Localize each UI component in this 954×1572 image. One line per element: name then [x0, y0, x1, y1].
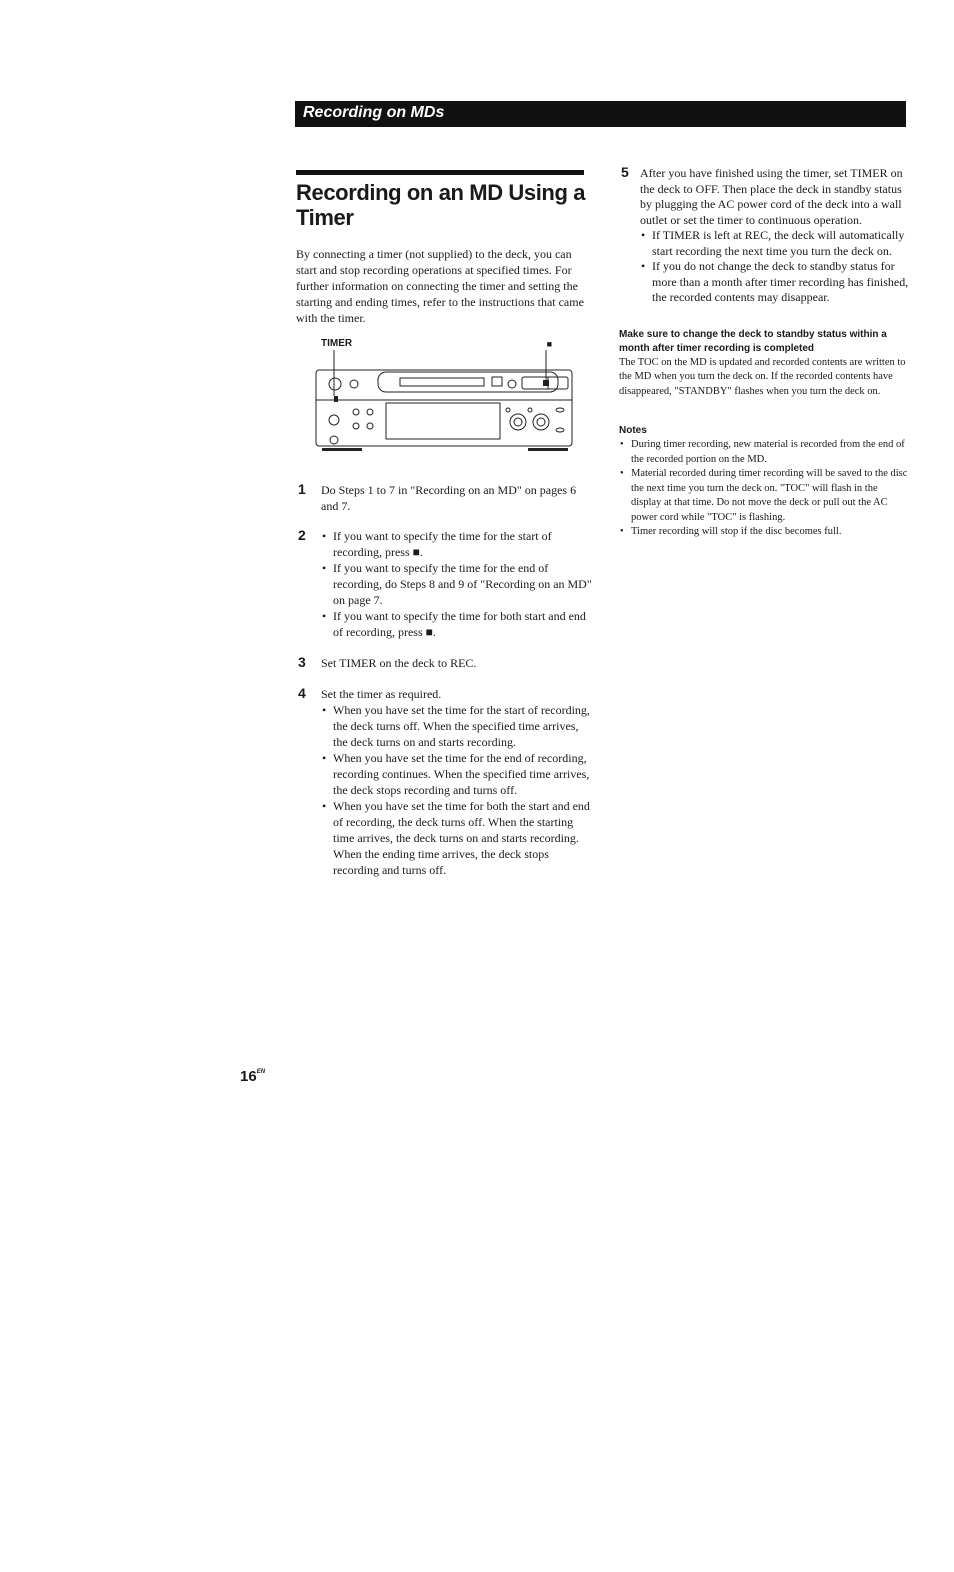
left-column — [296, 170, 588, 463]
timer-label: TIMER — [321, 338, 353, 349]
list-item: • Timer recording will stop if the disc becomes full. — [619, 525, 909, 540]
list-item: • When you have set the time for the end of recording, recording continues. When the specified time arrives, the deck stops recording and turns off. — [321, 750, 596, 798]
steps-left — [296, 482, 596, 878]
step-bullets — [321, 528, 596, 640]
page-title: Recording on an MD Using a Timer — [296, 180, 586, 230]
step-text: After you have finished using the timer, set TIMER on the deck to OFF. Then place the deck in standby status by plugging the AC power cord of the deck into a wall outlet or set the timer to continuous operation. — [640, 166, 903, 227]
step-1 — [296, 482, 596, 514]
deck-illustration — [296, 338, 588, 463]
step-number: 3 — [298, 654, 306, 670]
step-number: 2 — [298, 527, 306, 543]
list-item: • When you have set the time for both the start and end of recording, the deck turns off. When the starting time arrives, the deck turns on and starts recording. When the ending time arrives, the deck stops recording and turns off. — [321, 798, 596, 878]
notes-list — [619, 438, 909, 540]
page-number-value: 16 — [240, 1068, 257, 1085]
step-bullets — [640, 228, 909, 306]
step-3 — [296, 655, 596, 671]
list-item: • If TIMER is left at REC, the deck will automatically start recording the next time you turn the deck on. — [640, 228, 909, 259]
list-item: • If you want to specify the time for the end of recording, do Steps 8 and 9 of "Recording on an MD" on page 7. — [321, 560, 596, 608]
intro-paragraph: By connecting a timer (not supplied) to the deck, you can start and stop recording operations at specified times. For further information on connecting the timer and setting the starting and ending times, refer to the instructions that came with the timer. — [296, 247, 584, 325]
step-5 — [619, 166, 909, 306]
list-item: • Material recorded during timer recording will be saved to the disc the next time you turn the deck on. "TOC" will flash in the display at that time. Do not move the deck or pull out the AC power cord while "TOC" is flashing. — [619, 467, 909, 525]
page-number-suffix: EN — [256, 1069, 266, 1075]
step-text: Do Steps 1 to 7 in "Recording on an MD" on pages 6 and 7. — [321, 483, 577, 513]
step-text: Set the timer as required. — [321, 687, 442, 701]
right-column — [619, 166, 909, 540]
notes-heading: Notes — [619, 425, 647, 436]
section-header-bar — [295, 101, 906, 127]
list-item: • If you want to specify the time for the start of recording, press ■. — [321, 528, 596, 560]
step-4 — [296, 686, 596, 878]
page-number — [240, 1068, 265, 1085]
stop-symbol-label: ■ — [546, 339, 552, 349]
section-header-text: Recording on MDs — [303, 104, 445, 121]
list-item: • When you have set the time for the start of recording, the deck turns off. When the specified time arrives, the deck turns on and starts recording. — [321, 702, 596, 750]
step-number: 5 — [621, 164, 629, 180]
list-item: • If you want to specify the time for both start and end of recording, press ■. — [321, 608, 596, 640]
caution-heading: Make sure to change the deck to standby status within a month after timer recording is completed — [619, 328, 887, 354]
step-bullets — [321, 702, 596, 878]
list-item: • If you do not change the deck to standby status for more than a month after timer recording has finished, the recorded contents may disappear. — [640, 259, 909, 306]
list-item: • During timer recording, new material is recorded from the end of the recorded portion on the MD. — [619, 438, 909, 467]
step-number: 1 — [298, 481, 306, 497]
step-text: Set TIMER on the deck to REC. — [321, 656, 477, 670]
md-deck-drawing — [296, 348, 588, 460]
title-rule — [296, 170, 584, 175]
caution-body: The TOC on the MD is updated and recorded contents are written to the MD when you turn the deck on. If the recorded contents have disappeared, "STANDBY" flashes when you turn the deck on. — [619, 356, 906, 397]
step-2 — [296, 528, 596, 640]
step-number: 4 — [298, 685, 306, 701]
